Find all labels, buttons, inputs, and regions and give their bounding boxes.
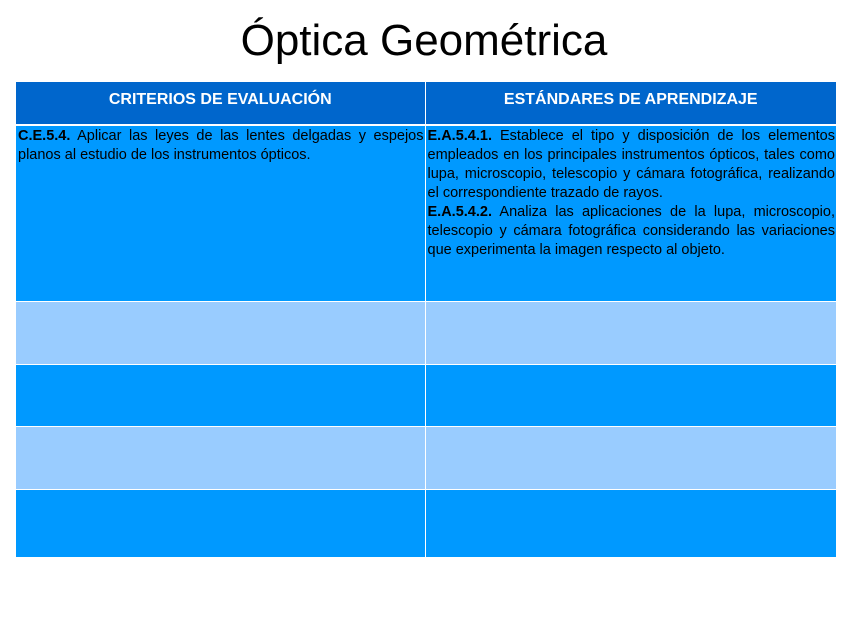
table-row bbox=[16, 365, 836, 427]
empty-cell bbox=[425, 490, 836, 558]
standards-cell bbox=[425, 125, 836, 302]
header-estandares: ESTÁNDARES DE APRENDIZAJE bbox=[425, 82, 836, 125]
table-row bbox=[16, 302, 836, 365]
standard-item-2 bbox=[428, 203, 836, 260]
standard-code: E.A.5.4.1. bbox=[427, 128, 492, 144]
standard-code: E.A.5.4.2. bbox=[427, 204, 492, 220]
standard-text: Establece el tipo y disposición de los elementos empleados en los principales instrumentos ópticos, tales como lupa, microscopio, telescopio y cámara fotográfica, realizando el correspondiente trazado de rayos. bbox=[427, 128, 835, 201]
standard-item-1 bbox=[428, 127, 836, 203]
empty-cell bbox=[425, 427, 836, 490]
table-row bbox=[16, 490, 836, 558]
table-header-row bbox=[16, 82, 836, 125]
standard-text: Analiza las aplicaciones de la lupa, microscopio, telescopio y cámara fotográfica considerando las variaciones que experimenta la imagen respecto al objeto. bbox=[427, 204, 835, 258]
header-criterios: CRITERIOS DE EVALUACIÓN bbox=[16, 82, 425, 125]
empty-cell bbox=[425, 365, 836, 427]
criterion-cell bbox=[16, 125, 425, 302]
page-title: Óptica Geométrica bbox=[240, 16, 608, 65]
criterion-code: C.E.5.4. bbox=[18, 128, 71, 144]
empty-cell bbox=[16, 427, 425, 490]
standards-table bbox=[16, 82, 836, 558]
empty-cell bbox=[16, 490, 425, 558]
table-row bbox=[16, 125, 836, 302]
criterion-text: Aplicar las leyes de las lentes delgadas y espejos planos al estudio de los instrumentos ópticos. bbox=[18, 128, 424, 163]
empty-cell bbox=[16, 365, 425, 427]
table-row bbox=[16, 427, 836, 490]
empty-cell bbox=[16, 302, 425, 365]
empty-cell bbox=[425, 302, 836, 365]
